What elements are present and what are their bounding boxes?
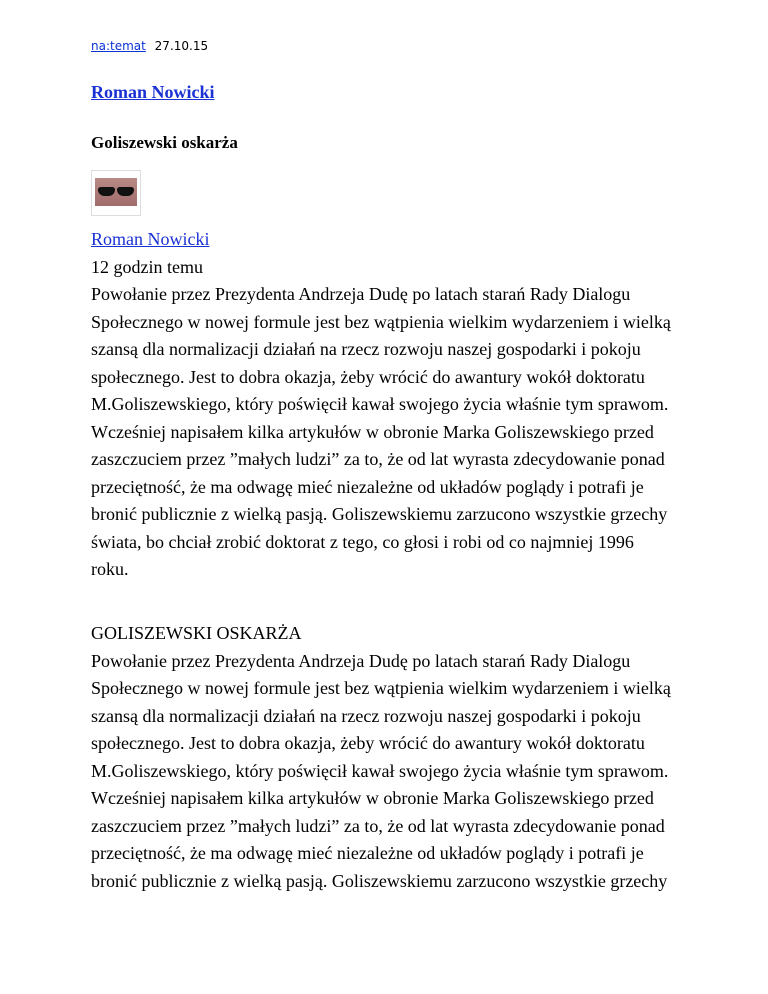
section-line: bronić publicznie z wielką pasją. Goliszewskiemu zarzucono wszystkie grzechy	[91, 870, 668, 891]
post-block	[91, 226, 731, 584]
lead-line: świata, bo chciał zrobić doktorat z tego, co głosi i robi od co najmniej 1996	[91, 531, 634, 552]
lead-line: M.Goliszewskiego, który poświęcił kawał swojego życia właśnie tym sprawom.	[91, 394, 669, 414]
section-block	[91, 620, 731, 895]
avatar-top-band	[92, 171, 140, 177]
lead-line: bronić publicznie z wielką pasją. Goliszewskiemu zarzucono wszystkie grzechy	[91, 504, 668, 524]
section-line: szansą dla normalizacji działań na rzecz rozwoju naszej gospodarki i pokoju	[91, 705, 641, 726]
article-title: Goliszewski oskarża	[91, 133, 238, 152]
section-line: Wcześniej napisałem kilka artykułów w obronie Marka Goliszewskiego przed	[91, 788, 654, 808]
author-avatar-icon[interactable]	[91, 170, 141, 216]
section-line: zaszczuciem przez ”małych ludzi” za to, że od lat wyrasta zdecydowanie ponad	[91, 815, 665, 836]
site-link[interactable]: na:temat	[91, 39, 146, 53]
lead-line: społecznego. Jest to dobra okazja, żeby wrócić do awantury wokół doktoratu	[91, 366, 645, 387]
section-line: przeciętność, że ma odwagę mieć niezależne od układów poglądy i potrafi je	[91, 843, 644, 863]
avatar-photo	[95, 178, 137, 206]
section-line: M.Goliszewskiego, który poświęcił kawał swojego życia właśnie tym sprawom.	[91, 760, 669, 781]
author-heading-link[interactable]: Roman Nowicki	[91, 82, 215, 102]
lead-line: szansą dla normalizacji działań na rzecz rozwoju naszej gospodarki i pokoju	[91, 339, 641, 359]
author-heading	[91, 80, 215, 104]
lead-line: Powołanie przez Prezydenta Andrzeja Dudę po latach starań Rady Dialogu	[91, 284, 631, 304]
section-line: Powołanie przez Prezydenta Andrzeja Dudę po latach starań Rady Dialogu	[91, 650, 631, 671]
section-line: społecznego. Jest to dobra okazja, żeby wrócić do awantury wokół doktoratu	[91, 733, 645, 753]
post-lead	[91, 281, 731, 584]
sunglasses-left-lens	[98, 187, 115, 196]
sunglasses-right-lens	[117, 187, 134, 196]
lead-line: roku.	[91, 559, 129, 579]
post-author-link[interactable]: Roman Nowicki	[91, 229, 210, 249]
lead-line: zaszczuciem przez ”małych ludzi” za to, że od lat wyrasta zdecydowanie ponad	[91, 449, 665, 469]
avatar-bottom-band	[92, 207, 140, 214]
section-heading: GOLISZEWSKI OSKARŻA	[91, 623, 302, 643]
section-line: Społecznego w nowej formule jest bez wątpienia wielkim wydarzeniem i wielką	[91, 678, 671, 698]
publish-date: 27.10.15	[154, 39, 209, 53]
lead-line: Społecznego w nowej formule jest bez wątpienia wielkim wydarzeniem i wielką	[91, 311, 671, 332]
post-time: 12 godzin temu	[91, 256, 203, 277]
source-line	[91, 38, 208, 54]
lead-line: przeciętność, że ma odwagę mieć niezależne od układów poglądy i potrafi je	[91, 476, 644, 497]
lead-line: Wcześniej napisałem kilka artykułów w obronie Marka Goliszewskiego przed	[91, 421, 654, 442]
